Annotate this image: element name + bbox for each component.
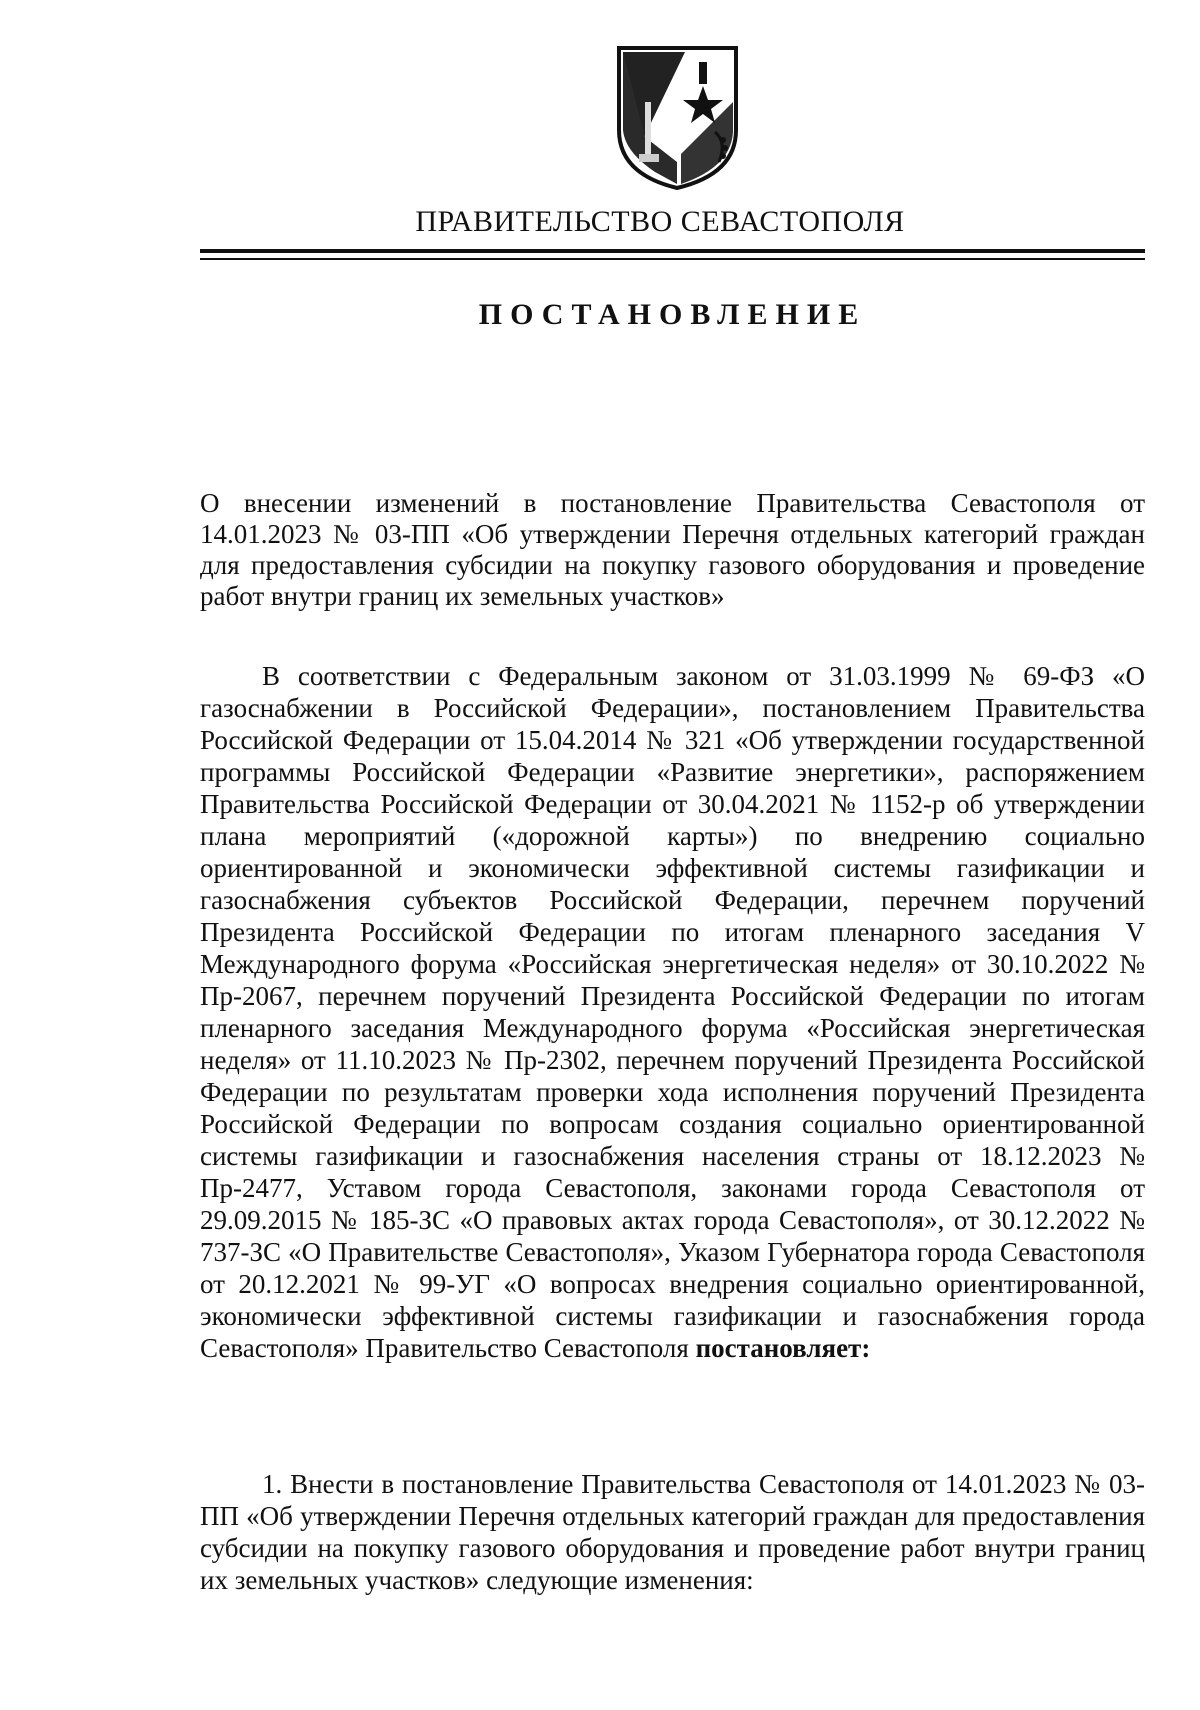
document-subject: О внесении изменений в постановление Правительства Севастополя от 14.01.2023 № 03-ПП «Об утверждении Перечня отдельных категорий граждан для предоставления субсидии на покупку газового оборудования и проведение работ внутри границ их земельных участков»: [200, 488, 1145, 611]
resolves-keyword: постановляет:: [695, 1333, 871, 1363]
sevastopol-coat-of-arms-icon: [615, 42, 740, 192]
header-divider-thin: [200, 258, 1145, 260]
organization-name: ПРАВИТЕЛЬСТВО СЕВАСТОПОЛЯ: [415, 205, 905, 238]
document-type: ПОСТАНОВЛЕНИЕ: [478, 298, 867, 331]
preamble-paragraph: [200, 660, 1145, 1364]
header-divider-thick: [200, 249, 1145, 253]
preamble-text: В соответствии с Федеральным законом от 31.03.1999 № 69-ФЗ «О газоснабжении в Российской Федерации», постановлением Правительства Российской Федерации от 15.04.2014 № 321 «Об утверждении государственной программы Российской Федерации «Развитие энергетики», распоряжением Правительства Российской Федерации от 30.04.2021 № 1152-р об утверждении плана мероприятий («дорожной карты») по внедрению социально ориентированной и экономически эффективной системы газификации и газоснабжения субъектов Российской Федерации, перечнем поручений Президента Российской Федерации по итогам пленарного заседания V Международного форума «Российская энергетическая неделя» от 30.10.2022 № Пр-2067, перечнем поручений Президента Российской Федерации по итогам пленарного заседания Международного форума «Российская энергетическая неделя» от 11.10.2023 № Пр-2302, перечнем поручений Президента Российской Федерации по результатам проверки хода исполнения поручений Президента Российской Федерации по вопросам создания социально ориентированной системы газификации и газоснабжения населения страны от 18.12.2023 № Пр-2477, Уставом города Севастополя, законами города Севастополя от 29.09.2015 № 185-ЗС «О правовых актах города Севастополя», от 30.12.2022 № 737-ЗС «О Правительстве Севастополя», Указом Губернатора города Севастополя от 20.12.2021 № 99-УГ «О вопросах внедрения социально ориентированной, экономически эффективной системы газификации и газоснабжения города Севастополя» Правительство Севастополя: [200, 661, 1145, 1363]
item-1-paragraph: 1. Внести в постановление Правительства Севастополя от 14.01.2023 № 03-ПП «Об утверждении Перечня отдельных категорий граждан для предоставления субсидии на покупку газового оборудования и проведение работ внутри границ их земельных участков» следующие изменения:: [200, 1469, 1145, 1595]
